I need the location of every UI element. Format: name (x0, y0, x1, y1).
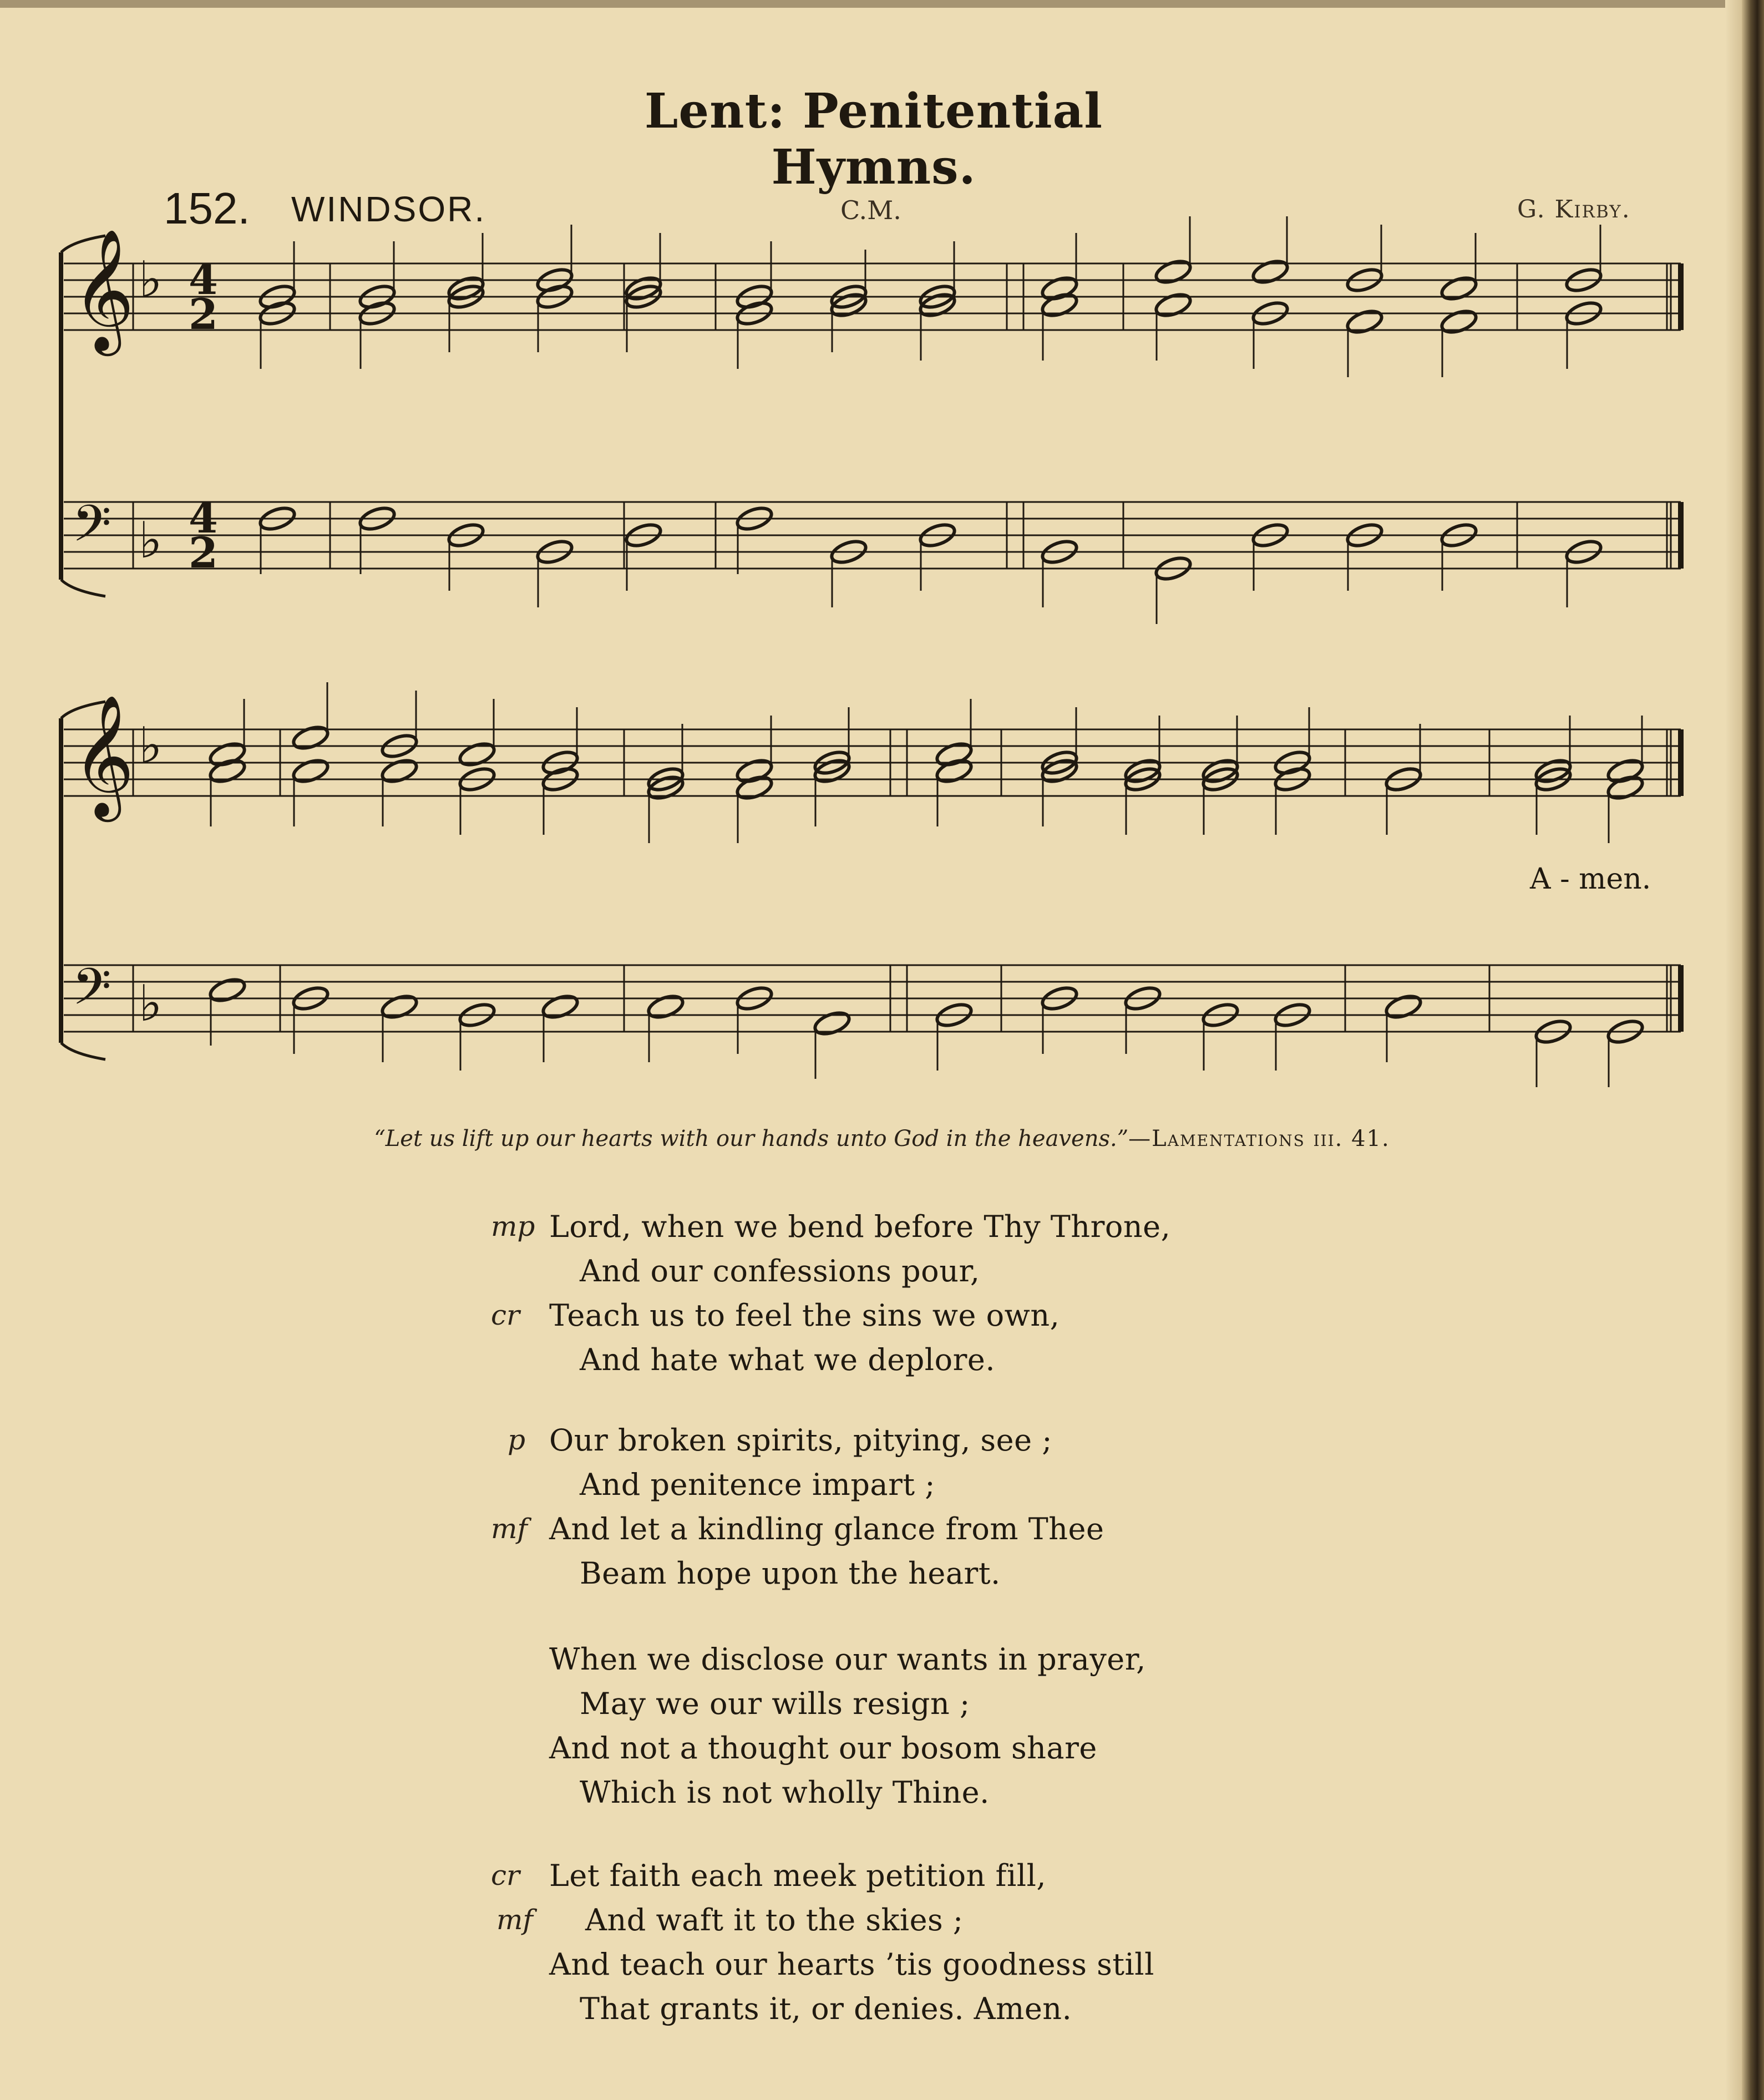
key-signature-flat: ♭ (139, 251, 163, 309)
half-note (291, 757, 330, 785)
epigraph-source: —Lamentations iii. 41. (1128, 1126, 1390, 1152)
epigraph-quote: “Let us lift up our hearts with our hands unto God in the heavens.” (374, 1126, 1129, 1152)
amen-lyric: A - men. (1530, 863, 1651, 896)
treble-clef: 𝄞 (72, 694, 135, 816)
verse-line: And waft it to the skies ; (585, 1903, 964, 1937)
half-note (1250, 257, 1290, 286)
half-note (291, 723, 330, 752)
key-signature-flat: ♭ (139, 975, 163, 1033)
verse-line: And not a thought our bosom share (549, 1731, 1097, 1766)
half-note (1040, 274, 1079, 303)
dynamic-marking: mf (496, 1904, 533, 1936)
half-note (1040, 291, 1079, 319)
verse-line: Teach us to feel the sins we own, (549, 1298, 1060, 1333)
epigraph (288, 1126, 1476, 1152)
dynamic-marking: mp (491, 1210, 535, 1242)
key-signature-flat: ♭ (139, 511, 163, 570)
bass-clef: 𝄢 (72, 957, 111, 1028)
key-signature-flat: ♭ (139, 717, 163, 775)
half-note (1605, 773, 1645, 802)
half-note (207, 740, 247, 769)
dynamic-marking: cr (491, 1299, 520, 1331)
bass-clef: 𝄢 (72, 494, 111, 565)
time-signature-top: 4 (189, 493, 218, 542)
verse-line: And teach our hearts ’tis goodness still (549, 1947, 1154, 1982)
hymn-number: 152. (164, 184, 250, 233)
verse-line: Beam hope upon the heart. (580, 1556, 1001, 1591)
half-note (812, 1009, 851, 1038)
half-note (734, 757, 774, 785)
verse-line: May we our wills resign ; (580, 1686, 970, 1721)
half-note (646, 992, 685, 1021)
meter-label: C.M. (840, 195, 901, 225)
half-note (734, 773, 774, 802)
dynamic-marking: mf (491, 1513, 528, 1545)
treble-clef: 𝄞 (72, 228, 135, 351)
verse-line: And our confessions pour, (580, 1254, 980, 1289)
half-note (1153, 291, 1193, 319)
half-note (207, 757, 247, 785)
running-head: Lent: Penitential Hymns. (644, 83, 1103, 195)
half-note (934, 757, 974, 785)
half-note (1439, 274, 1478, 303)
verse-line: And penitence impart ; (580, 1467, 935, 1502)
half-note (1439, 307, 1478, 336)
verse-line: Lord, when we bend before Thy Throne, (549, 1209, 1171, 1244)
half-note (1153, 257, 1193, 286)
dynamic-marking: p (508, 1424, 526, 1456)
bracket-bottom (61, 580, 105, 596)
half-note (1605, 757, 1645, 785)
verse-line: Let faith each meek petition fill, (549, 1858, 1047, 1893)
half-note (207, 976, 247, 1005)
half-note (1383, 992, 1423, 1021)
time-signature-top: 4 (189, 255, 218, 304)
verse-line: That grants it, or denies. Amen. (580, 1991, 1072, 2026)
verse-line: And hate what we deplore. (580, 1342, 996, 1377)
verse-line: And let a kindling glance from Thee (549, 1511, 1104, 1546)
tune-name: WINDSOR. (291, 189, 486, 229)
composer-credit: G. Kirby. (1517, 195, 1631, 224)
bracket-bottom (61, 1043, 105, 1059)
verse-line: When we disclose our wants in prayer, (549, 1642, 1146, 1677)
half-note (379, 992, 419, 1021)
verse-line: Our broken spirits, pitying, see ; (549, 1423, 1052, 1458)
half-note (934, 740, 974, 769)
half-note (1345, 307, 1384, 336)
time-signature-bottom: 2 (189, 290, 218, 339)
dynamic-marking: cr (491, 1859, 520, 1891)
time-signature-bottom: 2 (189, 528, 218, 577)
verse-line: Which is not wholly Thine. (580, 1775, 990, 1810)
half-note (457, 740, 496, 769)
half-note (379, 757, 419, 785)
half-note (540, 992, 580, 1021)
